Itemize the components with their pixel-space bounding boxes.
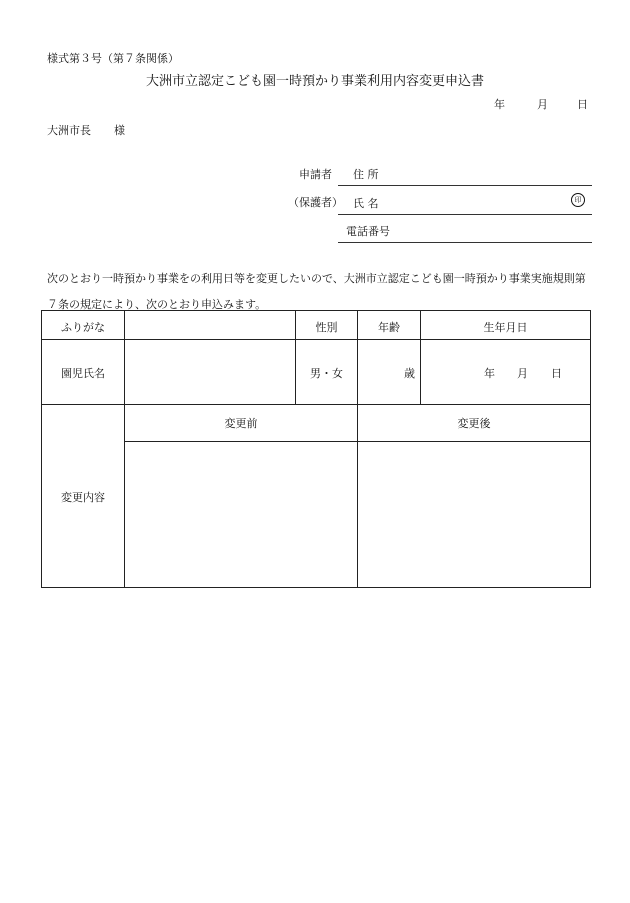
date-month: 月 [537,98,548,111]
date-day: 日 [577,98,588,111]
phone-field-line[interactable] [338,242,592,243]
name-field-line[interactable] [338,214,592,215]
guardian-label: （保護者） [288,196,343,209]
form-table [41,310,591,588]
body-text: 次のとおり一時預かり事業をの利用日等を変更したいので、大洲市立認定こども園一時預かり事業実施規則第７条の規定により、次のとおり申込みます。 [47,272,586,311]
before-change-label: 変更前 [224,417,258,430]
phone-label: 電話番号 [346,225,390,238]
after-change-input[interactable] [359,444,588,584]
after-change-label: 変更後 [457,417,491,430]
addressee-honorific: 様 [114,124,125,137]
age-label: 年齢 [378,321,400,334]
addressee-name: 大洲市長 [47,124,91,137]
furigana-input[interactable] [125,315,295,337]
birthdate-label: 生年月日 [483,321,528,334]
child-name-input[interactable] [125,343,295,401]
address-field-line[interactable] [338,185,592,186]
birth-day-unit: 日 [551,367,562,380]
child-name-label: 園児氏名 [61,367,105,380]
change-content-label: 変更内容 [61,491,105,504]
furigana-label: ふりがな [61,321,105,334]
seal-icon: 印 [571,193,585,207]
birth-year-unit: 年 [484,367,495,380]
address-label: 住 所 [353,168,379,181]
applicant-label: 申請者 [299,168,332,181]
before-change-input[interactable] [126,444,355,584]
table-column-divider [357,311,358,587]
gender-options[interactable]: 男・女 [310,367,343,380]
date-year: 年 [494,98,505,111]
age-unit: 歳 [404,367,415,380]
gender-label: 性別 [315,321,338,334]
form-number: 様式第３号（第７条関係） [47,52,179,65]
birth-month-unit: 月 [517,367,528,380]
document-title: 大洲市立認定こども園一時預かり事業利用内容変更申込書 [145,74,484,89]
name-label: 氏 名 [353,197,379,210]
